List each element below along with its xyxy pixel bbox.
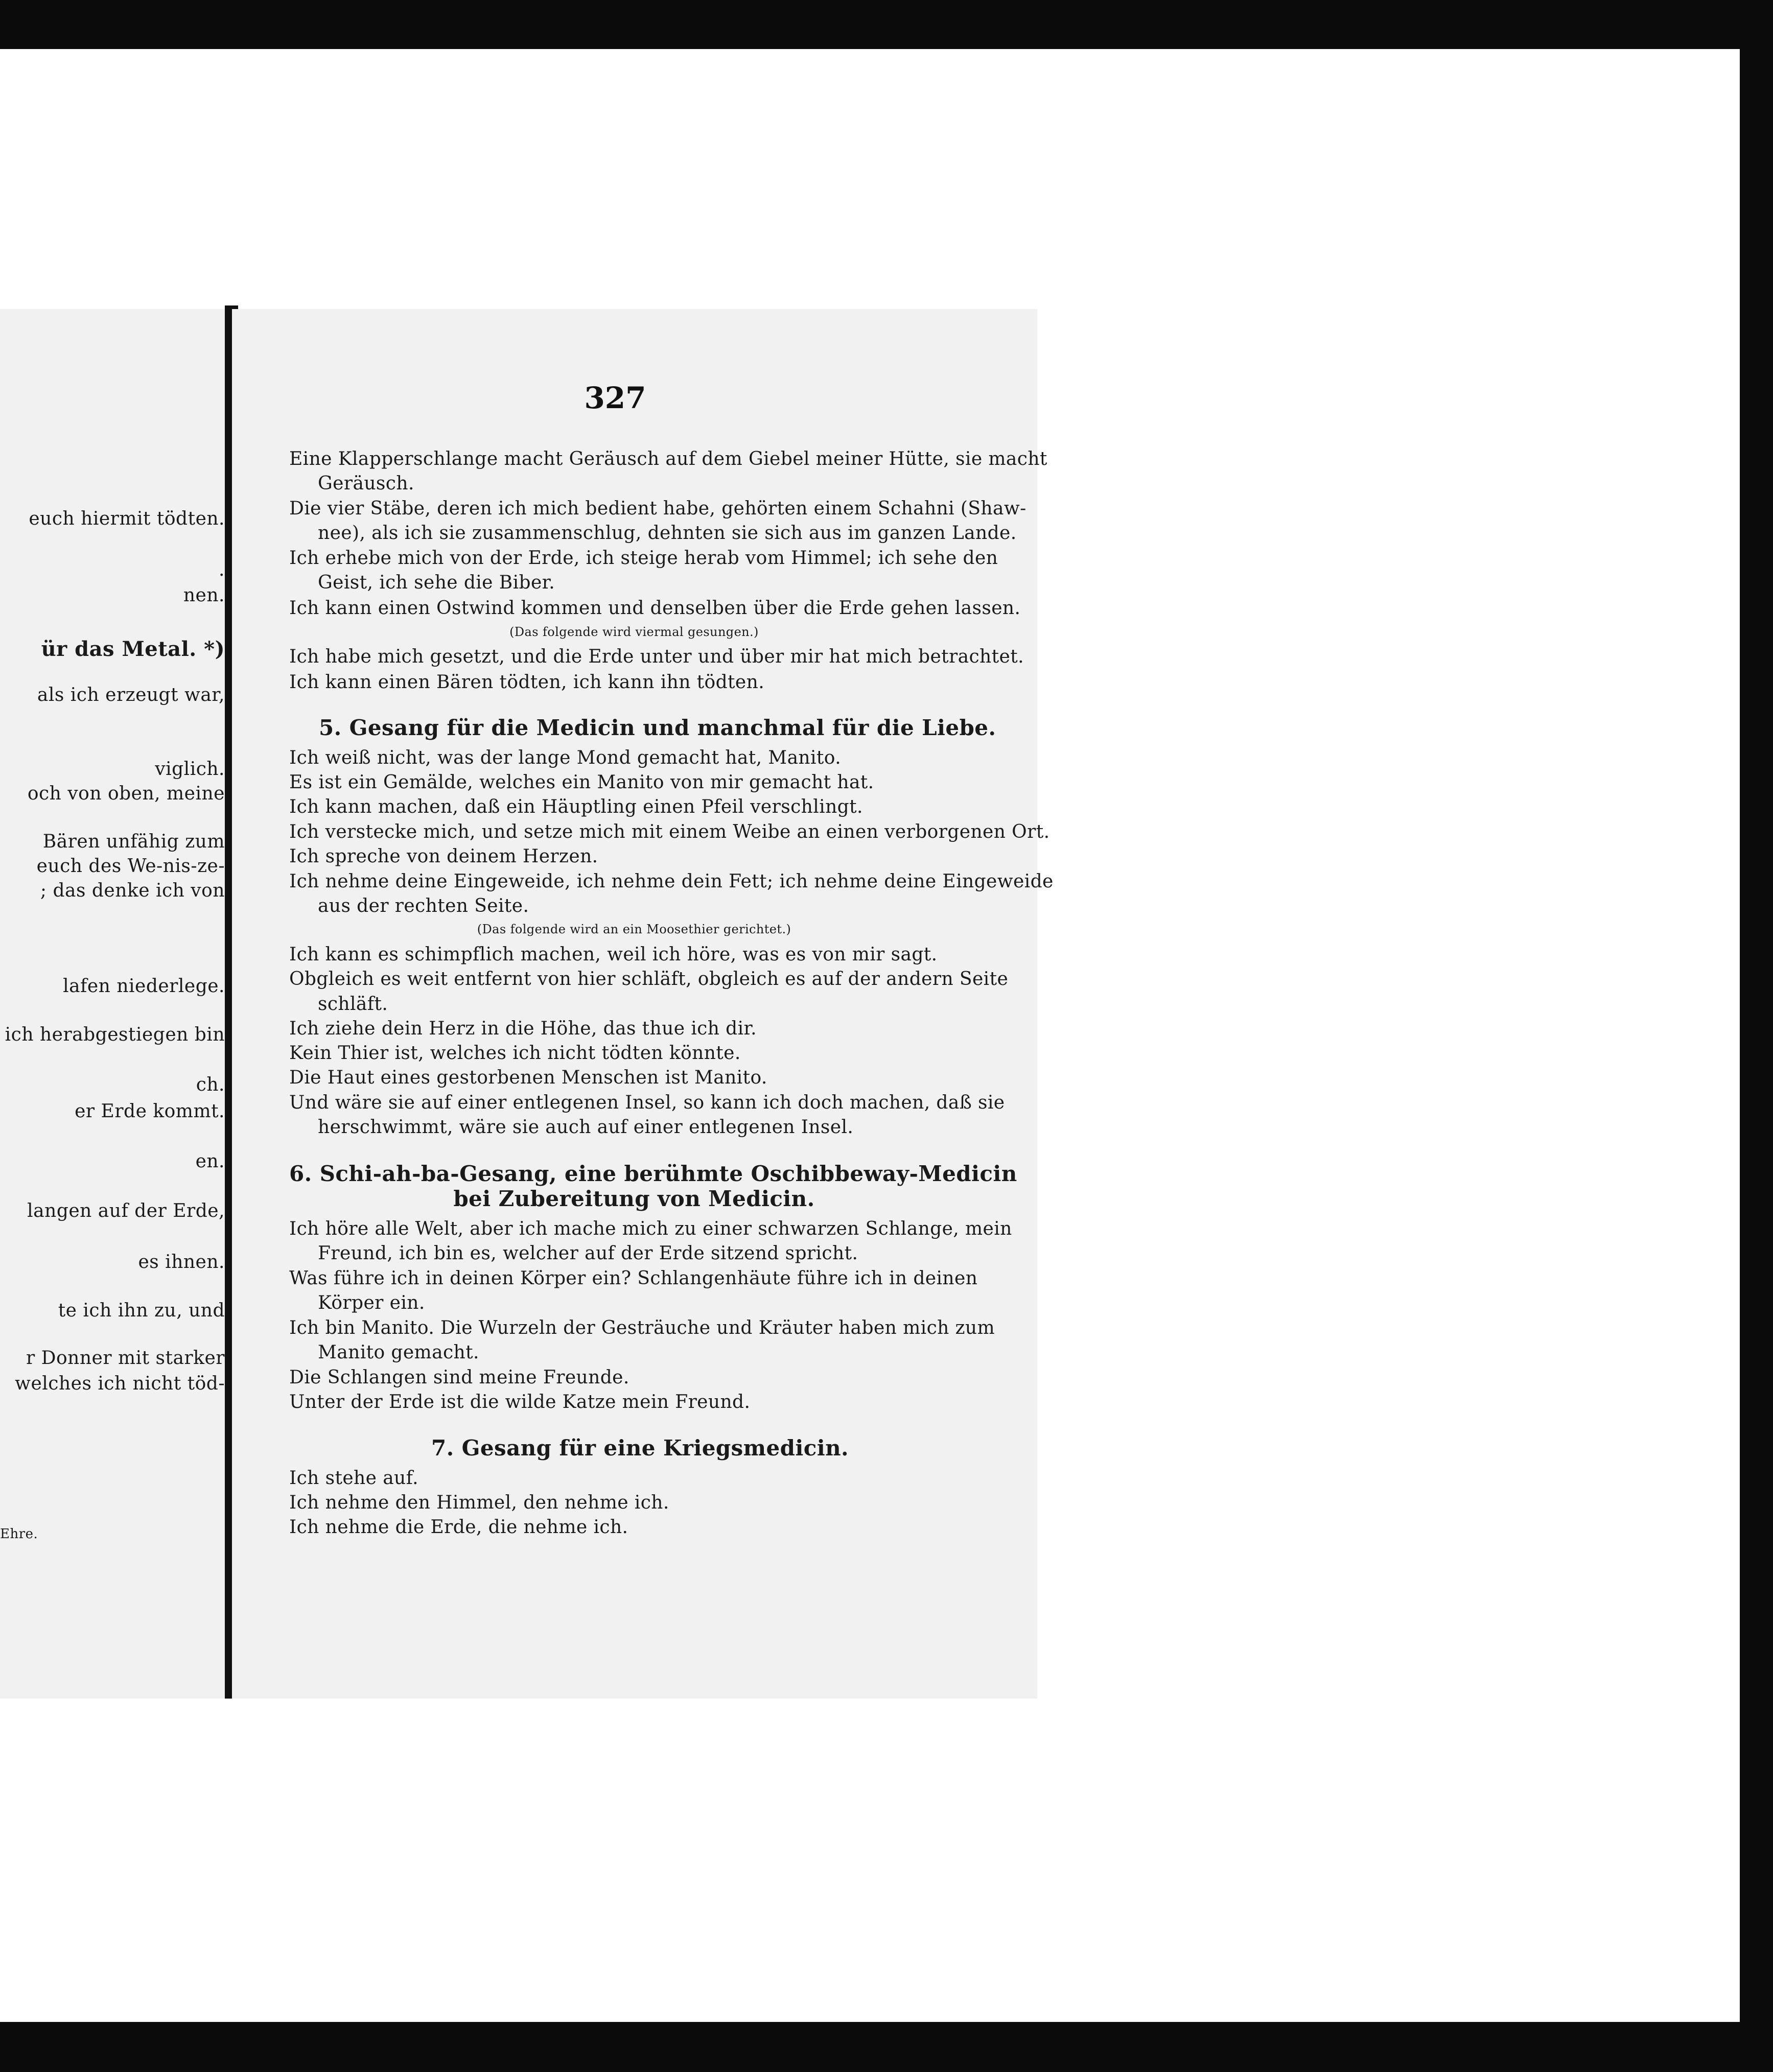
left-page-line: ch. [196,1074,225,1095]
text-line: Ich bin Manito. Die Wurzeln der Gesträuche und Kräuter haben mich zum [289,1317,995,1338]
right-page [232,309,1054,1699]
text-line: Die Haut eines gestorbenen Menschen ist Manito. [289,1067,767,1088]
text-line: Eine Klapperschlange macht Geräusch auf dem Giebel meiner Hütte, sie macht [289,449,1047,469]
stage-note: (Das folgende wird an ein Moosethier gerichtet.) [477,922,791,936]
section-heading: 5. Gesang für die Medicin und manchmal für die Liebe. [319,715,996,740]
left-page-line: es ihnen. [138,1252,225,1273]
text-line: Ich kann einen Ostwind kommen und denselben über die Erde gehen lassen. [289,598,1021,619]
text-line: Die Schlangen sind meine Freunde. [289,1367,629,1388]
left-page-line: nen. [183,585,225,606]
left-page-line: langen auf der Erde, [27,1200,225,1221]
left-page-line: euch des We-nis-ze- [36,856,225,877]
text-line: Ich erhebe mich von der Erde, ich steige herab vom Himmel; ich sehe den [289,548,998,569]
text-line: herschwimmt, wäre sie auch auf einer entlegenen Insel. [318,1117,854,1138]
left-page-line: ; das denke ich von [40,880,225,901]
left-page-line: r Donner mit starker [26,1348,225,1369]
text-line: Freund, ich bin es, welcher auf der Erde sitzend spricht. [318,1243,858,1264]
text-line: Ich nehme die Erde, die nehme ich. [289,1517,628,1538]
text-line: Kein Thier ist, welches ich nicht tödten könnte. [289,1043,741,1064]
text-line: Ich weiß nicht, was der lange Mond gemacht hat, Manito. [289,747,842,768]
text-line: Ich stehe auf. [289,1468,418,1489]
text-line: nee), als ich sie zusammenschlug, dehnten sie sich aus im ganzen Lande. [318,523,1017,544]
left-page-heading: ür das Metal. *) [41,637,225,661]
section-heading: bei Zubereitung von Medicin. [453,1186,815,1211]
text-line: Es ist ein Gemälde, welches ein Manito von mir gemacht hat. [289,772,874,793]
page-number: 327 [584,381,646,415]
text-line: Geist, ich sehe die Biber. [318,572,555,593]
left-page-line: ich herabgestiegen bin [5,1024,225,1045]
text-line: schläft. [318,994,388,1015]
left-page-line: och von oben, meine [27,783,225,804]
left-page-line: er Erde kommt. [75,1101,225,1122]
left-page-line: lafen niederlege. [63,976,225,997]
left-page-line: welches ich nicht töd- [15,1373,225,1394]
text-line: Die vier Stäbe, deren ich mich bedient habe, gehörten einem Schahni (Shaw- [289,498,1027,519]
text-line: Ich habe mich gesetzt, und die Erde unter und über mir hat mich betrachtet. [289,646,1024,667]
left-page-line: als ich erzeugt war, [37,685,225,705]
scan-right-border [1740,49,1773,2022]
text-line: Obgleich es weit entfernt von hier schläft, obgleich es auf der andern Seite [289,969,1009,990]
section-heading: 7. Gesang für eine Kriegsmedicin. [431,1435,849,1461]
text-line: Unter der Erde ist die wilde Katze mein Freund. [289,1392,751,1412]
text-line: Ich verstecke mich, und setze mich mit einem Weibe an einen verborgenen Ort. [289,821,1050,842]
text-line: Geräusch. [318,473,414,494]
text-line: Ich kann machen, daß ein Häuptling einen Pfeil verschlingt. [289,796,863,817]
left-page-line: en. [195,1151,225,1172]
text-line: Ich kann es schimpflich machen, weil ich höre, was es von mir sagt. [289,944,938,965]
left-page [0,309,225,1699]
text-line: aus der rechten Seite. [318,896,529,916]
text-line: Ich spreche von deinem Herzen. [289,846,598,867]
text-line: Ich kann einen Bären tödten, ich kann ihn tödten. [289,672,765,693]
text-line: Ich nehme den Himmel, den nehme ich. [289,1492,669,1513]
text-line: Ich höre alle Welt, aber ich mache mich zu einer schwarzen Schlange, mein [289,1218,1012,1239]
left-page-line: te ich ihn zu, und [58,1300,225,1321]
gutter-rule [225,305,232,1699]
left-page-line: . [219,559,225,580]
stage-note: (Das folgende wird viermal gesungen.) [509,625,759,639]
text-line: Was führe ich in deinen Körper ein? Schlangenhäute führe ich in deinen [289,1268,978,1289]
text-line: Ich nehme deine Eingeweide, ich nehme dein Fett; ich nehme deine Eingeweide [289,871,1054,892]
text-line: Körper ein. [318,1292,425,1313]
text-line: Manito gemacht. [318,1342,479,1363]
left-page-line: Ehre. [0,1526,38,1542]
text-line: Und wäre sie auf einer entlegenen Insel, so kann ich doch machen, daß sie [289,1092,1005,1113]
text-line: Ich ziehe dein Herz in die Höhe, das thue ich dir. [289,1018,757,1039]
left-page-line: viglich. [155,759,225,780]
left-page-line: Bären unfähig zum [42,831,225,852]
section-heading: 6. Schi-ah-ba-Gesang, eine berühmte Oschibbeway-Medicin [289,1161,1017,1186]
left-page-line: euch hiermit tödten. [29,508,225,529]
